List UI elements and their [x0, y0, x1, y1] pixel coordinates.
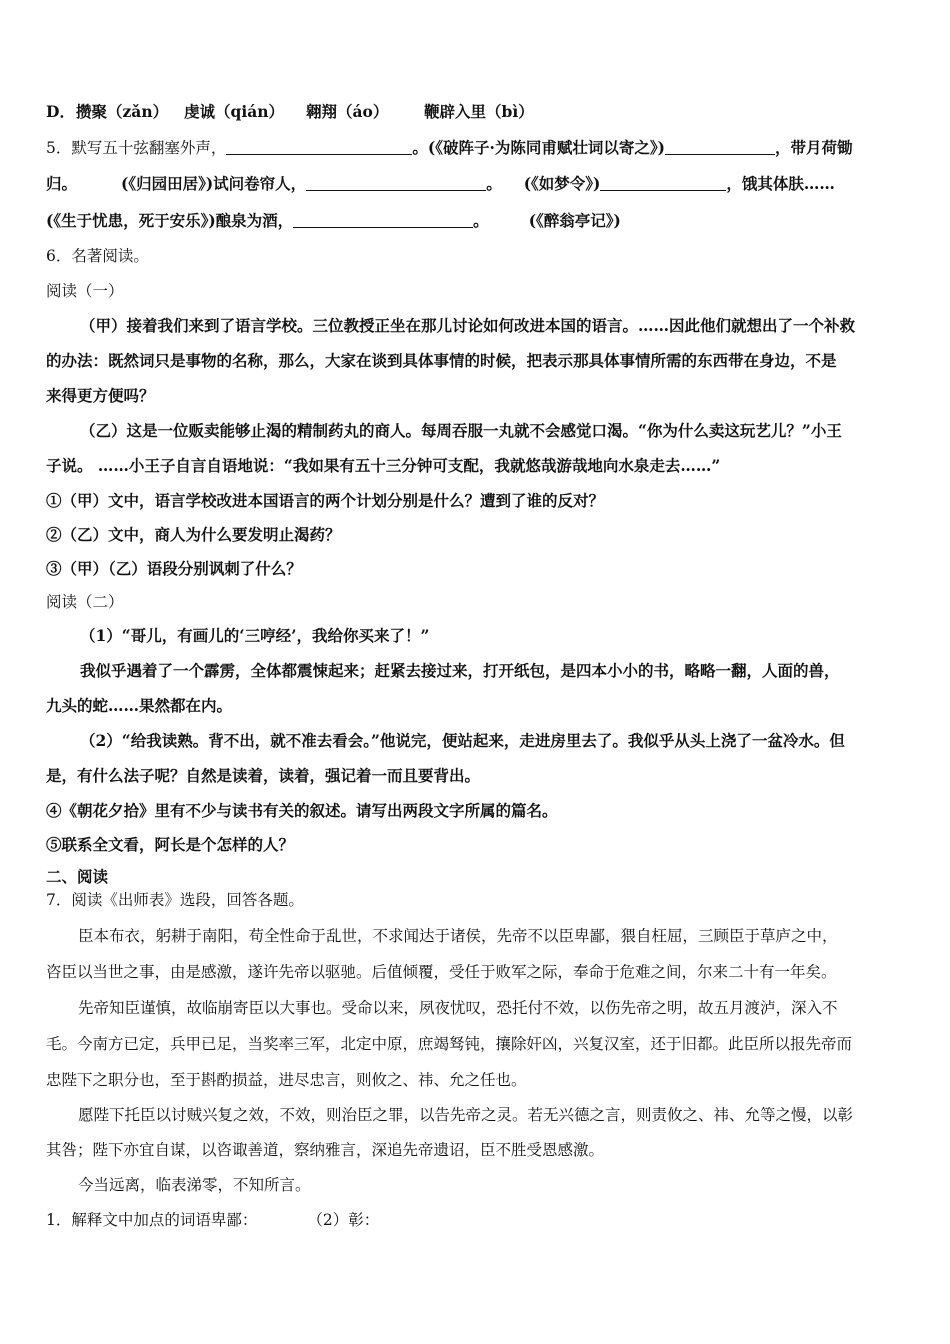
question-5: ⑤联系全文看，阿长是个怎样的人？	[46, 835, 295, 854]
answer-blank[interactable]	[600, 175, 726, 191]
answer-blank[interactable]	[306, 175, 486, 191]
question-1: ①（甲）文中，语言学校改进本国语言的两个计划分别是什么？遭到了谁的反对？	[46, 491, 605, 510]
section-2-title: 二、阅读	[46, 867, 109, 886]
passage-yi-line-1: （乙）这是一位贩卖能够止渴的精制药丸的商人。每周吞服一丸就不会感觉口渴。“你为什么卖这玩艺儿？”小王	[80, 421, 842, 440]
chushibiao-para-2-line-1: 先帝知臣谨慎，故临崩寄臣以大事也。受命以来，夙夜忧叹，恐托付不效，以伤先帝之明，故五月渡泸，深入不	[78, 999, 838, 1017]
q7-title: 7．阅读《出师表》选段，回答各题。	[46, 891, 304, 909]
answer-blank[interactable]	[293, 212, 473, 228]
sub-question-1	[46, 1209, 379, 1231]
q5-text: ，带月荷锄	[774, 138, 853, 157]
q5-text: 5．默写五十弦翻塞外声，	[46, 139, 227, 157]
answer-blank[interactable]	[226, 139, 412, 155]
chushibiao-para-3-line-2: 其咎；陛下亦宜自谋，以咨诹善道，察纳雅言，深追先帝遗诏，臣不胜受恩感激。	[46, 1141, 605, 1159]
read-1-heading: 阅读（一）	[46, 282, 124, 300]
read-2-heading: 阅读（二）	[46, 593, 124, 611]
q5-source: (《如梦令》)	[523, 174, 601, 193]
question-2: ②（乙）文中，商人为什么要发明止渴药？	[46, 525, 341, 544]
chushibiao-para-2-line-2: 毛。今南方已定，兵甲已足，当奖率三军，北定中原，庶竭驽钝，攘除奸凶，兴复汉室，还于旧都。此臣所以报先帝而	[46, 1035, 853, 1053]
q5-line-3	[46, 210, 621, 232]
question-4: ④《朝花夕拾》里有不少与读书有关的叙述。请写出两段文字所属的篇名。	[46, 801, 558, 820]
question-3: ③（甲）（乙）语段分别讽刺了什么？	[46, 559, 302, 578]
q5-line-1	[46, 137, 852, 159]
q5-line-2	[46, 173, 835, 195]
chushibiao-para-3-line-1: 愿陛下托臣以讨贼兴复之效，不效，则治臣之罪，以告先帝之灵。若无兴德之言，则责攸之、祎、允等之慢，以彰	[78, 1106, 854, 1124]
chushibiao-para-4: 今当远离，临表涕零，不知所言。	[78, 1176, 311, 1194]
option-d-item-3: 翱翔（áo）	[306, 102, 389, 121]
q5-source: (《生于忧患，死于安乐》)酿泉为酒，	[46, 211, 294, 230]
q5-source: (《归园田居》)试问卷帘人，	[121, 174, 307, 193]
q5-source: 。(《破阵子·为陈同甫赋壮词以寄之》)	[412, 138, 665, 157]
chushibiao-para-1-line-1: 臣本布衣，躬耕于南阳，苟全性命于乱世，不求闻达于诸侯，先帝不以臣卑鄙，猥自枉屈，三顾臣于草庐之中，	[78, 927, 838, 945]
q5-text: 归。	[46, 174, 78, 193]
option-d-item-1: 攒聚（zǎn）	[76, 102, 169, 121]
q5-source: (《醉翁亭记》)	[528, 211, 621, 230]
q5-text: 。	[473, 211, 489, 230]
passage-2-para-1b-line-1: 我似乎遇着了一个霹雳，全体都震悚起来；赶紧去接过来，打开纸包，是四本小小的书，略略一翻，人面的兽，	[80, 661, 840, 680]
sub-question-1-text: 1．解释文中加点的词语卑鄙：	[46, 1211, 258, 1229]
option-d-item-2: 虔诚（qián）	[184, 102, 285, 121]
q6-title: 6．名著阅读。	[46, 247, 149, 265]
sub-question-1-part-2: （2）彰：	[307, 1211, 380, 1229]
passage-yi-line-2: 子说。 ……小王子自言自语地说：“我如果有五十三分钟可支配，我就悠哉游哉地向水泉走去……”	[46, 456, 721, 475]
option-d-label: D．	[46, 102, 75, 121]
passage-2-para-1: （1）“哥儿，有画儿的‘三哼经’，我给你买来了！”	[80, 626, 430, 645]
chushibiao-para-2-line-3: 忠陛下之职分也，至于斟酌损益，进尽忠言，则攸之、祎、允之任也。	[46, 1071, 527, 1089]
q4-option-d	[46, 101, 75, 123]
passage-2-para-2-line-2: 是，有什么法子呢？自然是读着，读着，强记着一而且要背出。	[46, 766, 481, 785]
chushibiao-para-1-line-2: 咨臣以当世之事，由是感激，遂许先帝以驱驰。后值倾覆，受任于败军之际，奉命于危难之间，尔来二十有一年矣。	[46, 963, 837, 981]
q5-text: ，饿其体肤……	[726, 174, 835, 193]
q5-text: 。	[486, 174, 502, 193]
passage-jia-line-1: （甲）接着我们来到了语言学校。三位教授正坐在那儿讨论如何改进本国的语言。……因此他们就想出了一个补救	[80, 316, 856, 335]
passage-2-para-1b-line-2: 九头的蛇……果然都在内。	[46, 696, 233, 715]
passage-jia-line-3: 来得更方便吗？	[46, 386, 155, 405]
option-d-item-4: 鞭辟入里（bì）	[424, 102, 534, 121]
passage-jia-line-2: 的办法：既然词只是事物的名称，那么，大家在谈到具体事情的时候，把表示那具体事情所需的东西带在身边，不是	[46, 351, 837, 370]
passage-2-para-2-line-1: （2）“给我读熟。背不出，就不准去看会。”他说完，便站起来，走进房里去了。我似乎从头上浇了一盆冷水。但	[80, 731, 845, 750]
answer-blank[interactable]	[665, 139, 775, 155]
